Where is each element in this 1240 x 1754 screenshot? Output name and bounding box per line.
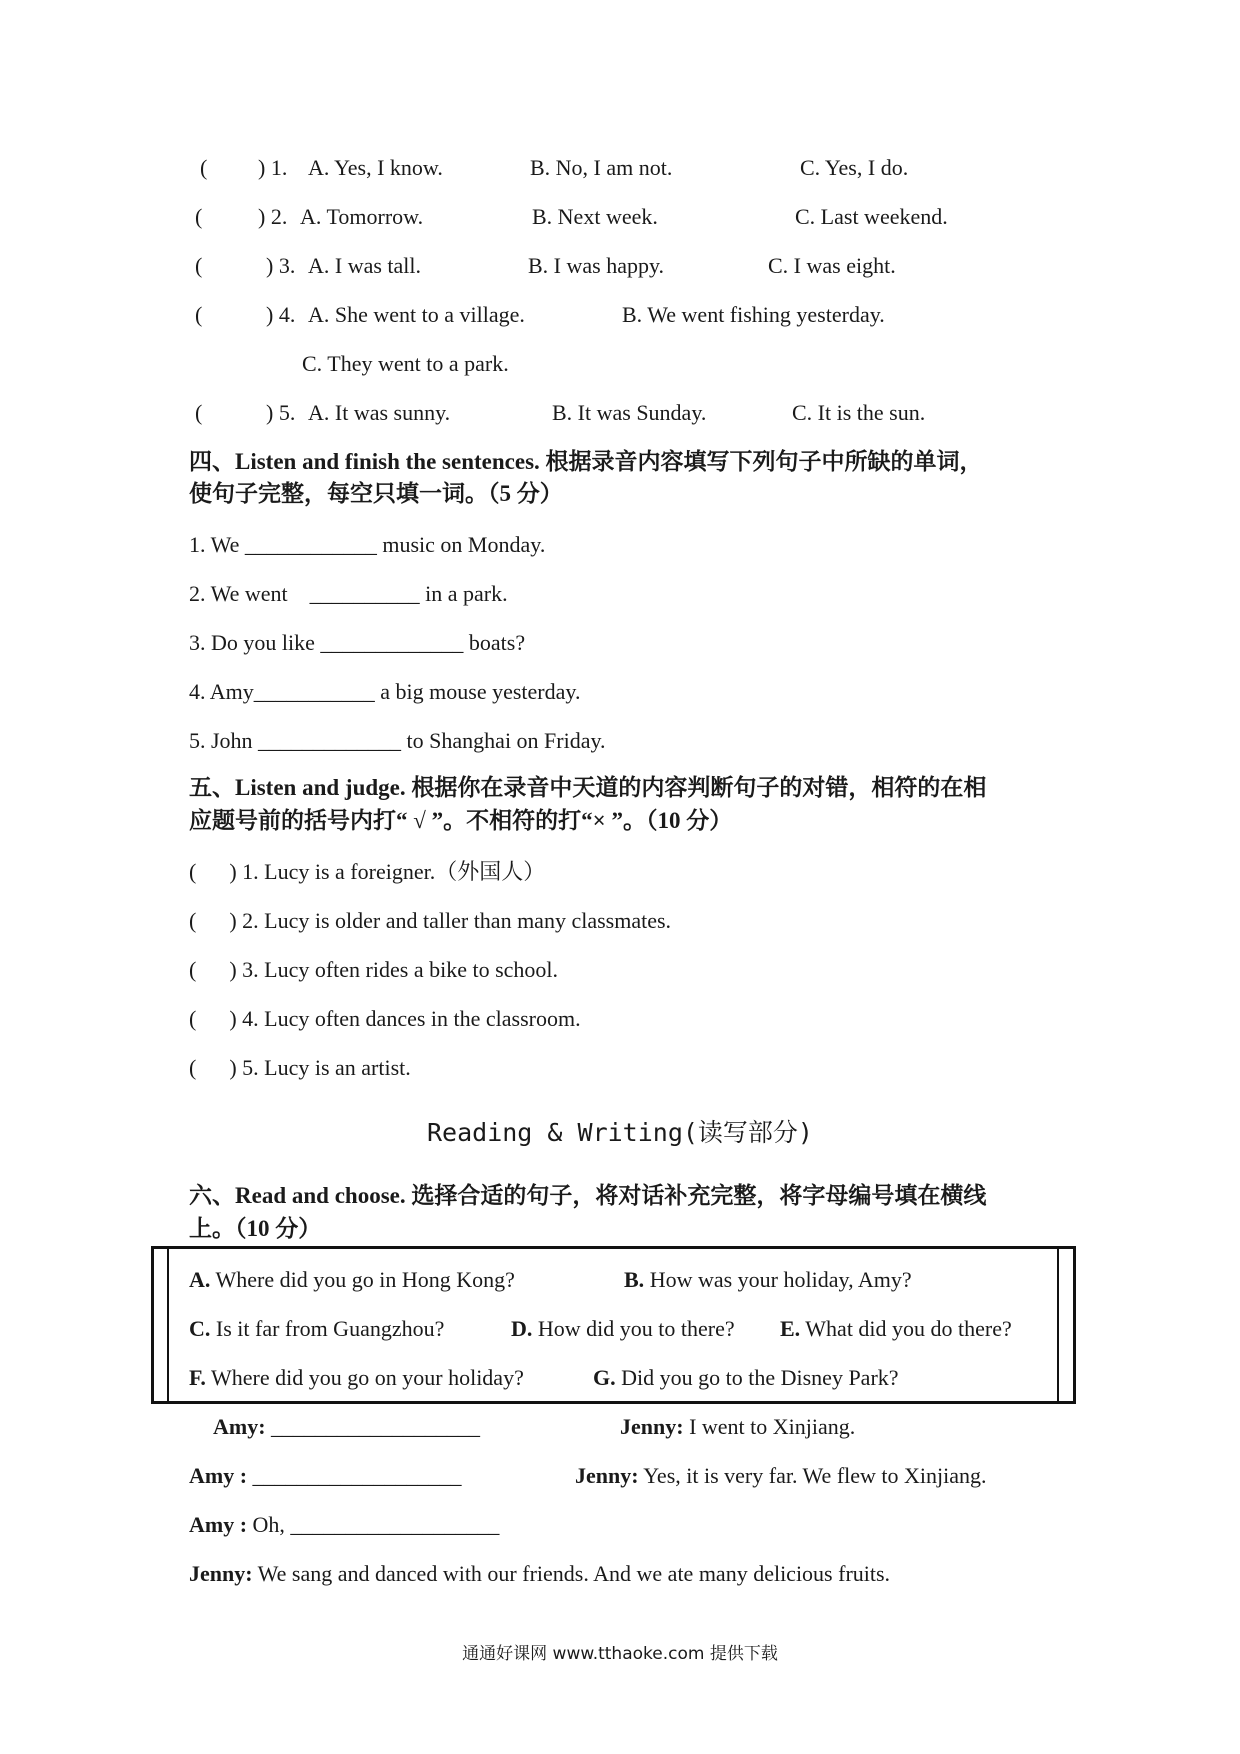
option-a-label: A. — [189, 1267, 211, 1292]
option-b-label: B. — [624, 1267, 645, 1292]
part5-item-5: ( ) 5. Lucy is an artist. — [189, 1055, 411, 1080]
dialog-blank[interactable]: ___________________ — [265, 1414, 481, 1439]
speaker-jenny: Jenny: — [189, 1561, 253, 1586]
part4-heading-line1: 四、Listen and finish the sentences. 根据录音内容填写下列句子中所缺的单词， — [189, 449, 983, 474]
part5-heading-line1: 五、Listen and judge. 根据你在录音中天道的内容判断句子的对错，相符的在相 — [189, 775, 987, 800]
dialog-line-3 — [189, 1512, 499, 1538]
part4-heading-line2: 使句子完整，每空只填一词。（5 分） — [189, 481, 563, 506]
option-a: A. I was tall. — [308, 253, 422, 278]
option-row-3b — [593, 1365, 899, 1391]
option-b: B. Next week. — [532, 204, 658, 229]
option-d-label: D. — [511, 1316, 533, 1341]
item-number: ) 3. — [266, 253, 296, 278]
dialog-blank[interactable]: ___________________ — [247, 1463, 462, 1488]
dialog-text: Yes, it is very far. We flew to Xinjiang. — [638, 1463, 987, 1488]
option-e-label: E. — [780, 1316, 801, 1341]
dialog-line-1-reply — [620, 1414, 855, 1440]
option-a: A. Tomorrow. — [300, 204, 424, 229]
dialog-line-4 — [189, 1561, 890, 1587]
part5-item-4: ( ) 4. Lucy often dances in the classroom. — [189, 1006, 581, 1031]
section-title-reading-writing: Reading & Writing(读写部分) — [427, 1118, 813, 1147]
speaker-jenny: Jenny: — [620, 1414, 684, 1439]
dialog-text: I went to Xinjiang. — [683, 1414, 856, 1439]
option-c: C. They went to a park. — [302, 351, 509, 376]
option-c: C. Yes, I do. — [800, 155, 909, 180]
part4-item-5: 5. John _____________ to Shanghai on Friday. — [189, 728, 606, 753]
option-a: A. She went to a village. — [308, 302, 525, 327]
item-number: ) 1. — [258, 155, 288, 180]
option-g-text: Did you go to the Disney Park? — [615, 1365, 899, 1390]
speaker-amy: Amy: — [213, 1414, 266, 1439]
option-b: B. I was happy. — [528, 253, 665, 278]
option-b: B. We went fishing yesterday. — [622, 302, 885, 327]
option-f-label: F. — [189, 1365, 206, 1390]
answer-paren[interactable]: ( — [195, 204, 203, 229]
dialog-line-1 — [213, 1414, 480, 1440]
item-number: ) 5. — [266, 400, 296, 425]
item-number: ) 4. — [266, 302, 296, 327]
option-c-text: Is it far from Guangzhou? — [210, 1316, 445, 1341]
option-b-text: How was your holiday, Amy? — [644, 1267, 912, 1292]
option-c: C. Last weekend. — [795, 204, 948, 229]
option-row-2c — [780, 1316, 1012, 1342]
option-a: A. Yes, I know. — [308, 155, 443, 180]
option-c: C. I was eight. — [768, 253, 896, 278]
option-d-text: How did you to there? — [532, 1316, 735, 1341]
option-row-1 — [189, 1267, 515, 1293]
answer-paren[interactable]: ( — [195, 302, 203, 327]
option-row-2b — [511, 1316, 735, 1342]
dialog-line-2-reply — [575, 1463, 987, 1489]
part5-item-2: ( ) 2. Lucy is older and taller than many classmates. — [189, 908, 672, 933]
option-b: B. No, I am not. — [530, 155, 673, 180]
part4-item-3: 3. Do you like _____________ boats? — [189, 630, 526, 655]
answer-paren[interactable]: ( — [195, 400, 203, 425]
options-box-inner-left-rule — [167, 1246, 169, 1404]
option-row-1b — [624, 1267, 912, 1293]
option-a-text: Where did you go in Hong Kong? — [210, 1267, 515, 1292]
part6-heading-line2: 上。（10 分） — [189, 1216, 322, 1241]
dialog-blank[interactable]: Oh, ___________________ — [247, 1512, 500, 1537]
part5-heading-line2: 应题号前的括号内打“ √ ”。不相符的打“× ”。（10 分） — [189, 808, 733, 833]
option-b: B. It was Sunday. — [552, 400, 707, 425]
dialog-text: We sang and danced with our friends. And we ate many delicious fruits. — [252, 1561, 891, 1586]
dialog-line-2 — [189, 1463, 462, 1489]
option-e-text: What did you do there? — [800, 1316, 1012, 1341]
part6-heading-line1: 六、Read and choose. 选择合适的句子，将对话补充完整，将字母编号填在横线 — [189, 1183, 987, 1208]
options-box-inner-right-rule — [1057, 1246, 1059, 1404]
option-f-text: Where did you go on your holiday? — [205, 1365, 524, 1390]
item-number: ) 2. — [258, 204, 288, 229]
part5-item-3: ( ) 3. Lucy often rides a bike to school. — [189, 957, 559, 982]
speaker-amy: Amy : — [189, 1463, 248, 1488]
option-a: A. It was sunny. — [308, 400, 451, 425]
speaker-jenny: Jenny: — [575, 1463, 639, 1488]
option-g-label: G. — [593, 1365, 616, 1390]
speaker-amy: Amy : — [189, 1512, 248, 1537]
part4-item-4: 4. Amy___________ a big mouse yesterday. — [189, 679, 581, 704]
part4-item-1: 1. We ____________ music on Monday. — [189, 532, 546, 557]
option-row-2 — [189, 1316, 444, 1342]
answer-paren[interactable]: ( — [200, 155, 208, 180]
option-row-3 — [189, 1365, 524, 1391]
footer-source: 通通好课网 www.tthaoke.com 提供下载 — [462, 1644, 778, 1664]
part5-item-1: ( ) 1. Lucy is a foreigner.（外国人） — [189, 859, 546, 884]
option-c: C. It is the sun. — [792, 400, 926, 425]
option-c-label: C. — [189, 1316, 211, 1341]
part4-item-2: 2. We went __________ in a park. — [189, 581, 508, 606]
answer-paren[interactable]: ( — [195, 253, 203, 278]
